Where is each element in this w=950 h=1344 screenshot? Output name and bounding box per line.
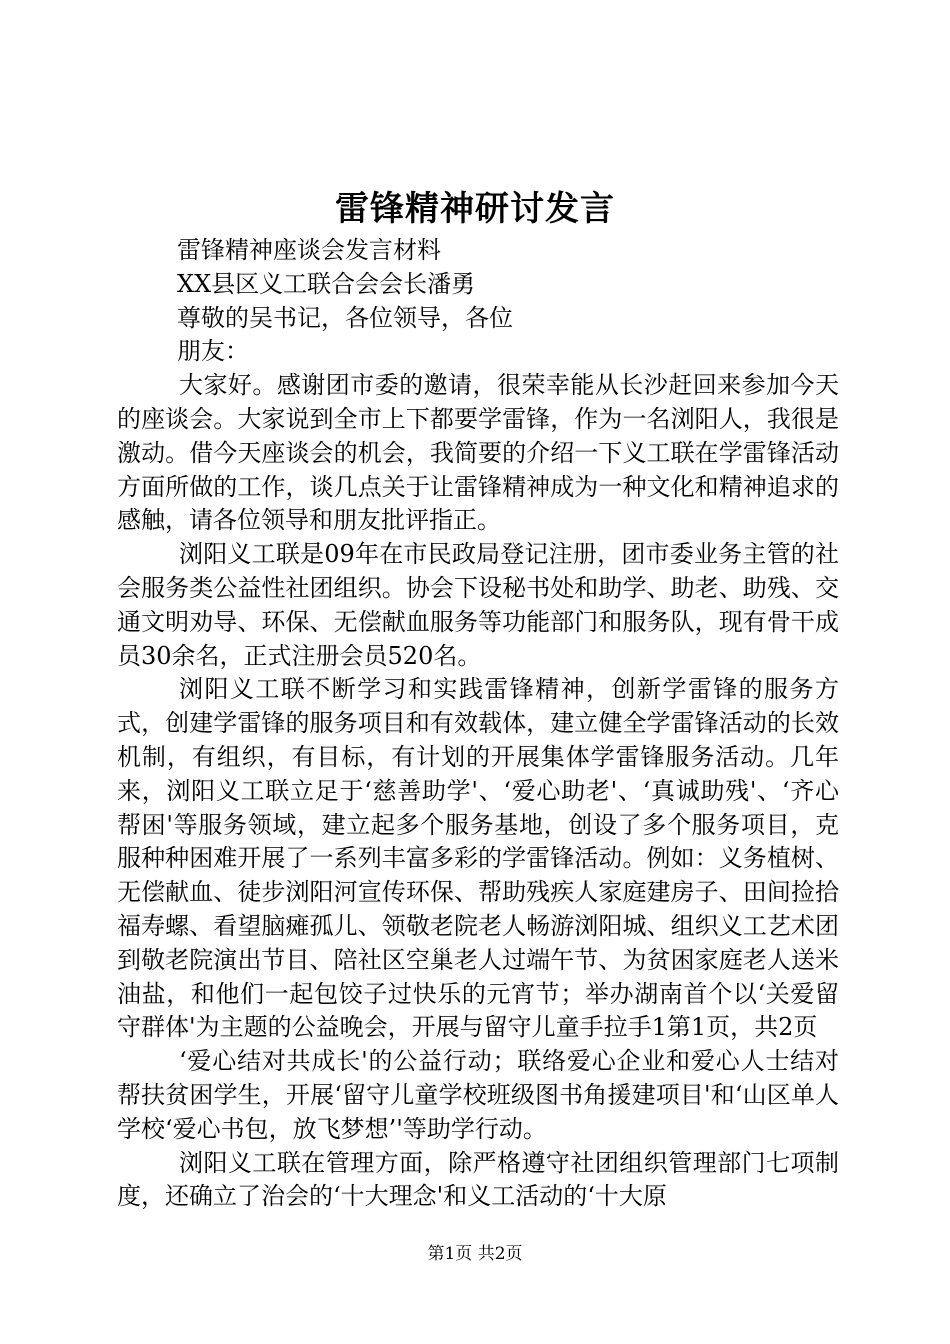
document-body — [117, 234, 839, 1214]
paragraph-programs: ‘爱心结对共成长'的公益行动；联络爱心企业和爱心人士结对帮扶贫困学生，开展‘留守儿童学校班级图书角援建项目'和‘山区单人学校‘爱心书包，放飞梦想’'等助学行动。 — [117, 1047, 839, 1143]
document-title: 雷锋精神研讨发言 — [335, 189, 615, 229]
page-footer: 第1页 共2页 — [427, 1244, 523, 1264]
paragraph-activities: 浏阳义工联不断学习和实践雷锋精神，创新学雷锋的服务方式，创建学雷锋的服务项目和有效载体，建立健全学雷锋活动的长效机制，有组织，有目标，有计划的开展集体学雷锋服务活动。几年来，浏阳义工联立足于‘慈善助学'、‘爱心助老'、‘真诚助残'、‘齐心帮困'等服务领域，建立起多个服务基地，创设了多个服务项目，克服种种困难开展了一系列丰富多彩的学雷锋活动。例如：义务植树、无偿献血、徒步浏阳河宣传环保、帮助残疾人家庭建房子、田间捡拾福寿螺、看望脑瘫孤儿、领敬老院老人畅游浏阳城、组织义工艺术团到敬老院演出节目、陪社区空巢老人过端午节、为贫困家庭老人送米油盐，和他们一起包饺子过快乐的元宵节；举办湖南首个以‘关爱留守群体'为主题的公益晚会，开展与留守儿童手拉手1第1页，共2页 — [117, 675, 839, 1042]
paragraph-greeting: 大家好。感谢团市委的邀请，很荣幸能从长沙赶回来参加今天的座谈会。大家说到全市上下都要学雷锋，作为一名浏阳人，我很是激动。借今天座谈会的机会，我简要的介绍一下义工联在学雷锋活动方面所做的工作，谈几点关于让雷锋精神成为一种文化和精神追求的感触，请各位领导和朋友批评指正。 — [117, 371, 839, 535]
paragraph-introduction: 浏阳义工联是09年在市民政局登记注册，团市委业务主管的社会服务类公益性社团组织。协会下设秘书处和助学、助老、助残、交通文明劝导、环保、无偿献血服务等功能部门和服务队，现有骨干成员30余名，正式注册会员520名。 — [117, 540, 839, 670]
header-line-speaker: XX县区义工联合会会长潘勇 — [177, 269, 476, 298]
header-line-salutation-cont: 朋友： — [177, 337, 249, 366]
header-line-subject: 雷锋精神座谈会发言材料 — [177, 236, 441, 264]
header-line-salutation: 尊敬的吴书记，各位领导，各位 — [177, 303, 513, 332]
paragraph-management: 浏阳义工联在管理方面，除严格遵守社团组织管理部门七项制度，还确立了治会的‘十大理念'和义工活动的‘十大原 — [117, 1148, 839, 1211]
